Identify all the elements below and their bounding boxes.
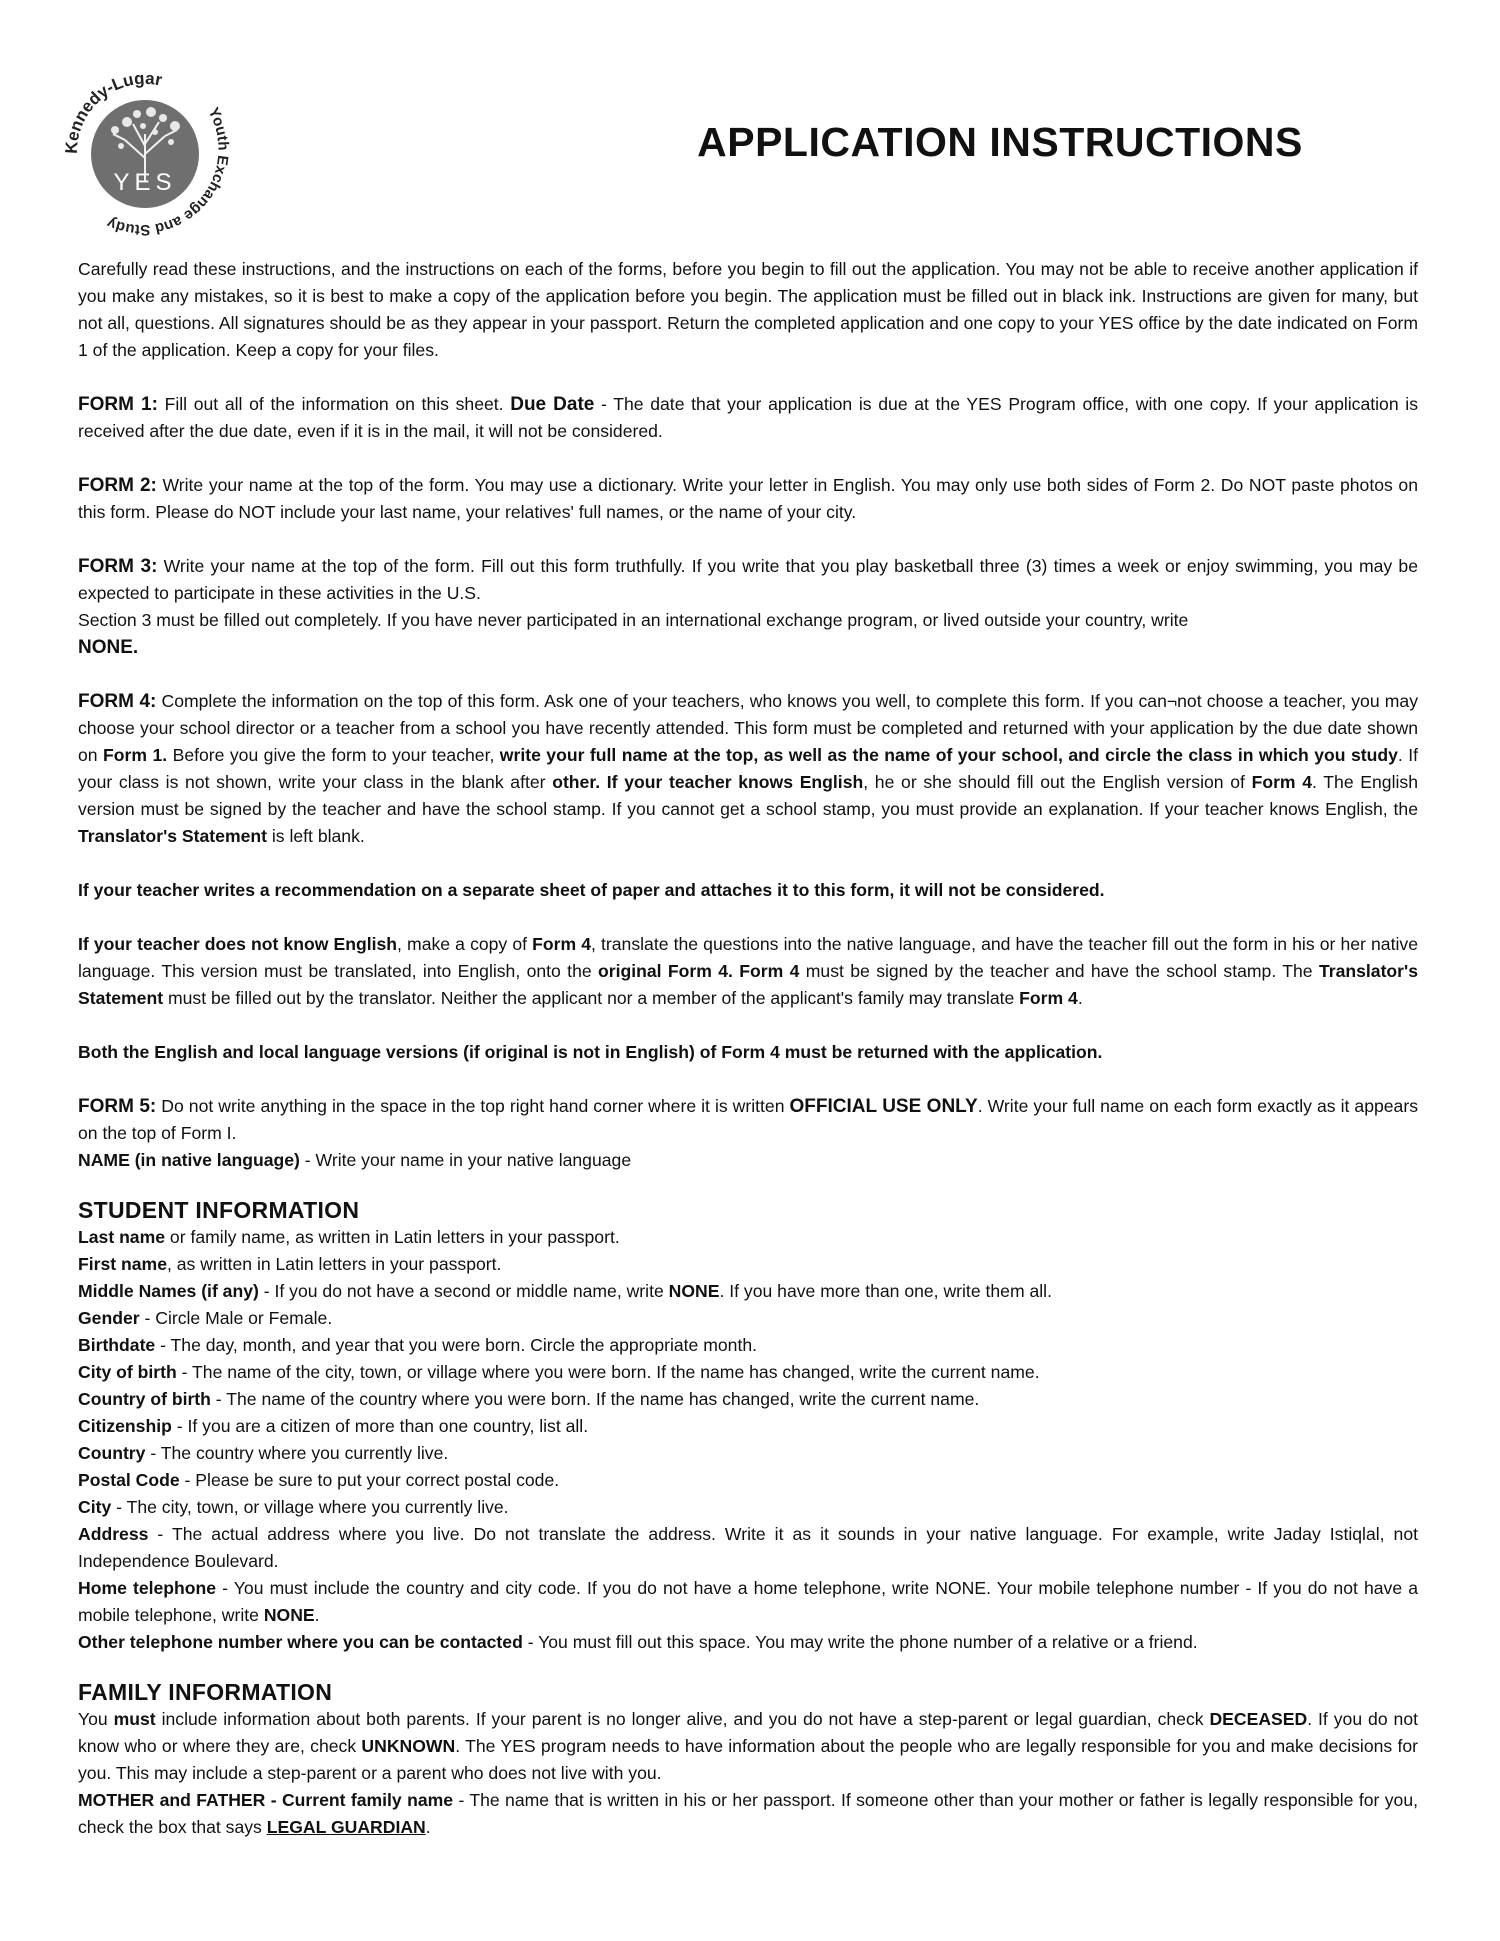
student-info-term: Citizenship <box>78 1416 172 1436</box>
student-info-text: - The name of the city, town, or village where you were born. If the name has changed, write the current name. <box>176 1362 1040 1382</box>
student-info-term: NONE <box>668 1281 720 1301</box>
form5-official-use: OFFICIAL USE ONLY <box>789 1096 978 1117</box>
form1-text: Fill out all of the information on this sheet. <box>157 394 511 414</box>
family-p1-text-2: include information about both parents. If your parent is no longer alive, and you do not have a step-parent or legal guardian, check <box>155 1709 1210 1729</box>
student-info-text: or family name, as written in Latin letters in your passport. <box>165 1227 620 1247</box>
form4-text-5: . The English version must be signed by the teacher and have the school stamp. If you cannot get a school stamp, you must provide an explanation. If your teacher knows English, the <box>78 772 1418 819</box>
family-p1-unknown: UNKNOWN <box>361 1736 456 1756</box>
student-info-text: . <box>314 1605 320 1625</box>
form4-warning: If your teacher writes a recommendation on a separate sheet of paper and attaches it to this form, it will not be considered. <box>78 880 1105 900</box>
student-info-term: Other telephone number where you can be contacted <box>78 1632 523 1652</box>
form4-bold-3: other. If your teacher knows English <box>552 772 864 792</box>
student-info-item <box>78 1278 1418 1305</box>
student-info-text: - The city, town, or village where you currently live. <box>111 1497 509 1517</box>
student-info-text: - Circle Male or Female. <box>139 1308 333 1328</box>
form4-p3-bold-2: Form 4 <box>532 934 592 954</box>
form1-due-date-label: Due Date <box>510 394 595 415</box>
form1-label: FORM 1: <box>78 394 158 415</box>
family-p1-deceased: DECEASED <box>1209 1709 1308 1729</box>
form4-text-3: . If your class is not shown, write your class in the blank after <box>78 745 1418 792</box>
family-info-paragraph-2 <box>78 1787 1418 1841</box>
student-info-item <box>78 1629 1418 1656</box>
student-info-term: Postal Code <box>78 1470 180 1490</box>
form3-text: Write your name at the top of the form. Fill out this form truthfully. If you write that you play basketball three (3) times a week or enjoy swimming, you may be expected to participate in these activities in the U.S. <box>78 556 1418 603</box>
student-info-text: - Please be sure to put your correct postal code. <box>179 1470 560 1490</box>
student-info-term: Home telephone <box>78 1578 217 1598</box>
student-info-term: First name <box>78 1254 167 1274</box>
student-info-text: - If you are a citizen of more than one country, list all. <box>171 1416 589 1436</box>
student-info-item <box>78 1521 1418 1575</box>
student-info-term: Country of birth <box>78 1389 211 1409</box>
form2-label: FORM 2: <box>78 475 157 496</box>
form4-no-english <box>78 931 1418 1012</box>
family-p1-text-4: . The YES program needs to have information about the people who are legally responsible for you and make decisions for you. This may include a step-parent or a parent who does not live with you. <box>78 1736 1418 1783</box>
student-info-text: . If you have more than one, write them all. <box>719 1281 1052 1301</box>
student-info-item <box>78 1494 1418 1521</box>
form5-section <box>78 1093 1418 1147</box>
student-info-term: Birthdate <box>78 1335 156 1355</box>
student-info-text: , as written in Latin letters in your passport. <box>166 1254 502 1274</box>
student-info-text: - You must fill out this space. You may write the phone number of a relative or a friend. <box>522 1632 1198 1652</box>
family-info-paragraph-1 <box>78 1706 1418 1787</box>
form1-text-2: - The date that your application is due at the YES Program office, with one copy. If your application is received after the due date, even if it is in the mail, it will not be considered. <box>78 394 1419 441</box>
student-info-text: - The country where you currently live. <box>145 1443 449 1463</box>
family-p1-bold-1: must <box>113 1709 156 1729</box>
form4-label: FORM 4: <box>78 691 157 712</box>
student-info-text: - The actual address where you live. Do not translate the address. Write it as it sounds in your native language. For example, write Jaday Istiqlal, not Independence Boulevard. <box>78 1524 1418 1571</box>
instructions-body <box>78 256 1418 1841</box>
logo-top-arc-text: Kennedy-Lugar <box>61 68 164 155</box>
student-info-item <box>78 1305 1418 1332</box>
student-info-text: - You must include the country and city code. If you do not have a home telephone, write NONE. Your mobile telephone number - If you do not have a mobile telephone, write <box>78 1578 1418 1625</box>
student-info-list <box>78 1224 1418 1656</box>
logo-center-text: YES <box>113 169 177 196</box>
family-p2-bold-1: MOTHER and FATHER - Current family name <box>78 1790 454 1810</box>
student-info-item <box>78 1440 1418 1467</box>
form4-p3-bold-3: original Form 4. Form 4 <box>598 961 800 981</box>
student-info-text: - The day, month, and year that you were born. Circle the appropriate month. <box>155 1335 758 1355</box>
student-info-item <box>78 1575 1418 1629</box>
student-info-term: Country <box>78 1443 146 1463</box>
form4-both-versions: Both the English and local language versions (if original is not in English) of Form 4 must be returned with the application. <box>78 1042 1103 1062</box>
student-info-term: Gender <box>78 1308 140 1328</box>
student-info-term: Last name <box>78 1227 166 1247</box>
form2-section <box>78 472 1418 526</box>
student-info-term: Middle Names (if any) <box>78 1281 259 1301</box>
form4-text-6: is left blank. <box>266 826 365 846</box>
form5-native-name-label: NAME (in native language) <box>78 1150 300 1170</box>
family-p2-text-2: . <box>425 1817 431 1837</box>
form4-bold-5: Translator's Statement <box>78 826 267 846</box>
student-info-text: - If you do not have a second or middle name, write <box>258 1281 669 1301</box>
form4-bold-1: Form 1. <box>103 745 168 765</box>
family-info-heading: FAMILY INFORMATION <box>78 1679 333 1705</box>
form3-section <box>78 553 1418 607</box>
form4-p3-text-3: must be signed by the teacher and have the school stamp. The <box>799 961 1319 981</box>
form5-native-name <box>78 1147 1418 1174</box>
family-p1-text-1: You <box>78 1709 114 1729</box>
family-p1-text-3: . If you do not know who or where they are, check <box>78 1709 1418 1756</box>
yes-program-logo <box>55 62 235 242</box>
form3-section-3: Section 3 must be filled out completely. If you have never participated in an international exchange program, or lived outside your country, write <box>78 610 1189 630</box>
family-p2-legal-guardian: LEGAL GUARDIAN <box>266 1817 426 1837</box>
student-info-item <box>78 1359 1418 1386</box>
student-info-heading: STUDENT INFORMATION <box>78 1197 360 1223</box>
form4-p3-bold-4: Translator's Statement <box>78 961 1418 1008</box>
form5-label: FORM 5: <box>78 1096 157 1117</box>
student-info-item <box>78 1386 1418 1413</box>
family-p2-text-1: - The name that is written in his or her passport. If someone other than your mother or father is legally responsible for you, check the box that says <box>78 1790 1418 1837</box>
form3-label: FORM 3: <box>78 556 158 577</box>
form4-p3-bold-1: If your teacher does not know English <box>78 934 398 954</box>
form5-native-name-text: - Write your name in your native language <box>299 1150 632 1170</box>
student-info-item <box>78 1332 1418 1359</box>
student-info-term: City <box>78 1497 112 1517</box>
page-title: APPLICATION INSTRUCTIONS <box>697 119 1303 165</box>
form4-text-1: Complete the information on the top of this form. Ask one of your teachers, who knows you well, to complete this form. If you can¬not choose a teacher, you may choose your school director or a teacher from a school you have recently attended. This form must be completed and returned with your application by the due date shown on <box>78 691 1418 765</box>
student-info-item <box>78 1251 1418 1278</box>
student-info-term: City of birth <box>78 1362 177 1382</box>
student-info-item <box>78 1224 1418 1251</box>
student-info-item <box>78 1413 1418 1440</box>
intro-paragraph: Carefully read these instructions, and the instructions on each of the forms, before you begin to fill out the application. You may not be able to receive another application if you make any mistakes, so it is best to make a copy of the application before you begin. The application must be filled out in black ink. Instructions are given for many, but not all, questions. All signatures should be as they appear in your passport. Return the completed application and one copy to your YES office by the date indicated on Form 1 of the application. Keep a copy for your files. <box>78 259 1418 360</box>
logo-side-arc-text: Youth Exchange and Study <box>104 104 232 239</box>
form2-text: Write your name at the top of the form. You may use a dictionary. Write your letter in English. You may only use both sides of Form 2. Do NOT paste photos on this form. Please do NOT include your last name, your relatives' full names, or the name of your city. <box>78 475 1419 522</box>
form4-p3-text-2: , translate the questions into the native language, and have the teacher fill out the form in his or her native language. This version must be translated, into English, onto the <box>78 934 1418 981</box>
form4-p3-bold-5: Form 4 <box>1019 988 1078 1008</box>
form5-text-1: Do not write anything in the space in the top right hand corner where it is written <box>156 1096 790 1116</box>
student-info-item <box>78 1467 1418 1494</box>
student-info-text: - The name of the country where you were born. If the name has changed, write the current name. <box>210 1389 980 1409</box>
form1-section <box>78 391 1418 445</box>
form4-section <box>78 688 1418 850</box>
form4-p3-text-1: , make a copy of <box>397 934 533 954</box>
form4-bold-2: write your full name at the top, as well as the name of your school, and circle the class in which you study <box>499 745 1398 765</box>
form4-text-4: , he or she should fill out the English version of <box>863 772 1252 792</box>
form3-none: NONE. <box>78 637 139 658</box>
form4-bold-4: Form 4 <box>1251 772 1313 792</box>
form4-p3-text-4: must be filled out by the translator. Neither the applicant nor a member of the applicant's family may translate <box>163 988 1020 1008</box>
form5-text-2: . Write your full name on each form exactly as it appears on the top of Form I. <box>78 1096 1418 1143</box>
form4-text-2: Before you give the form to your teacher, <box>167 745 500 765</box>
form4-p3-text-5: . <box>1077 988 1083 1008</box>
student-info-term: Address <box>78 1524 149 1544</box>
student-info-term: NONE <box>263 1605 315 1625</box>
